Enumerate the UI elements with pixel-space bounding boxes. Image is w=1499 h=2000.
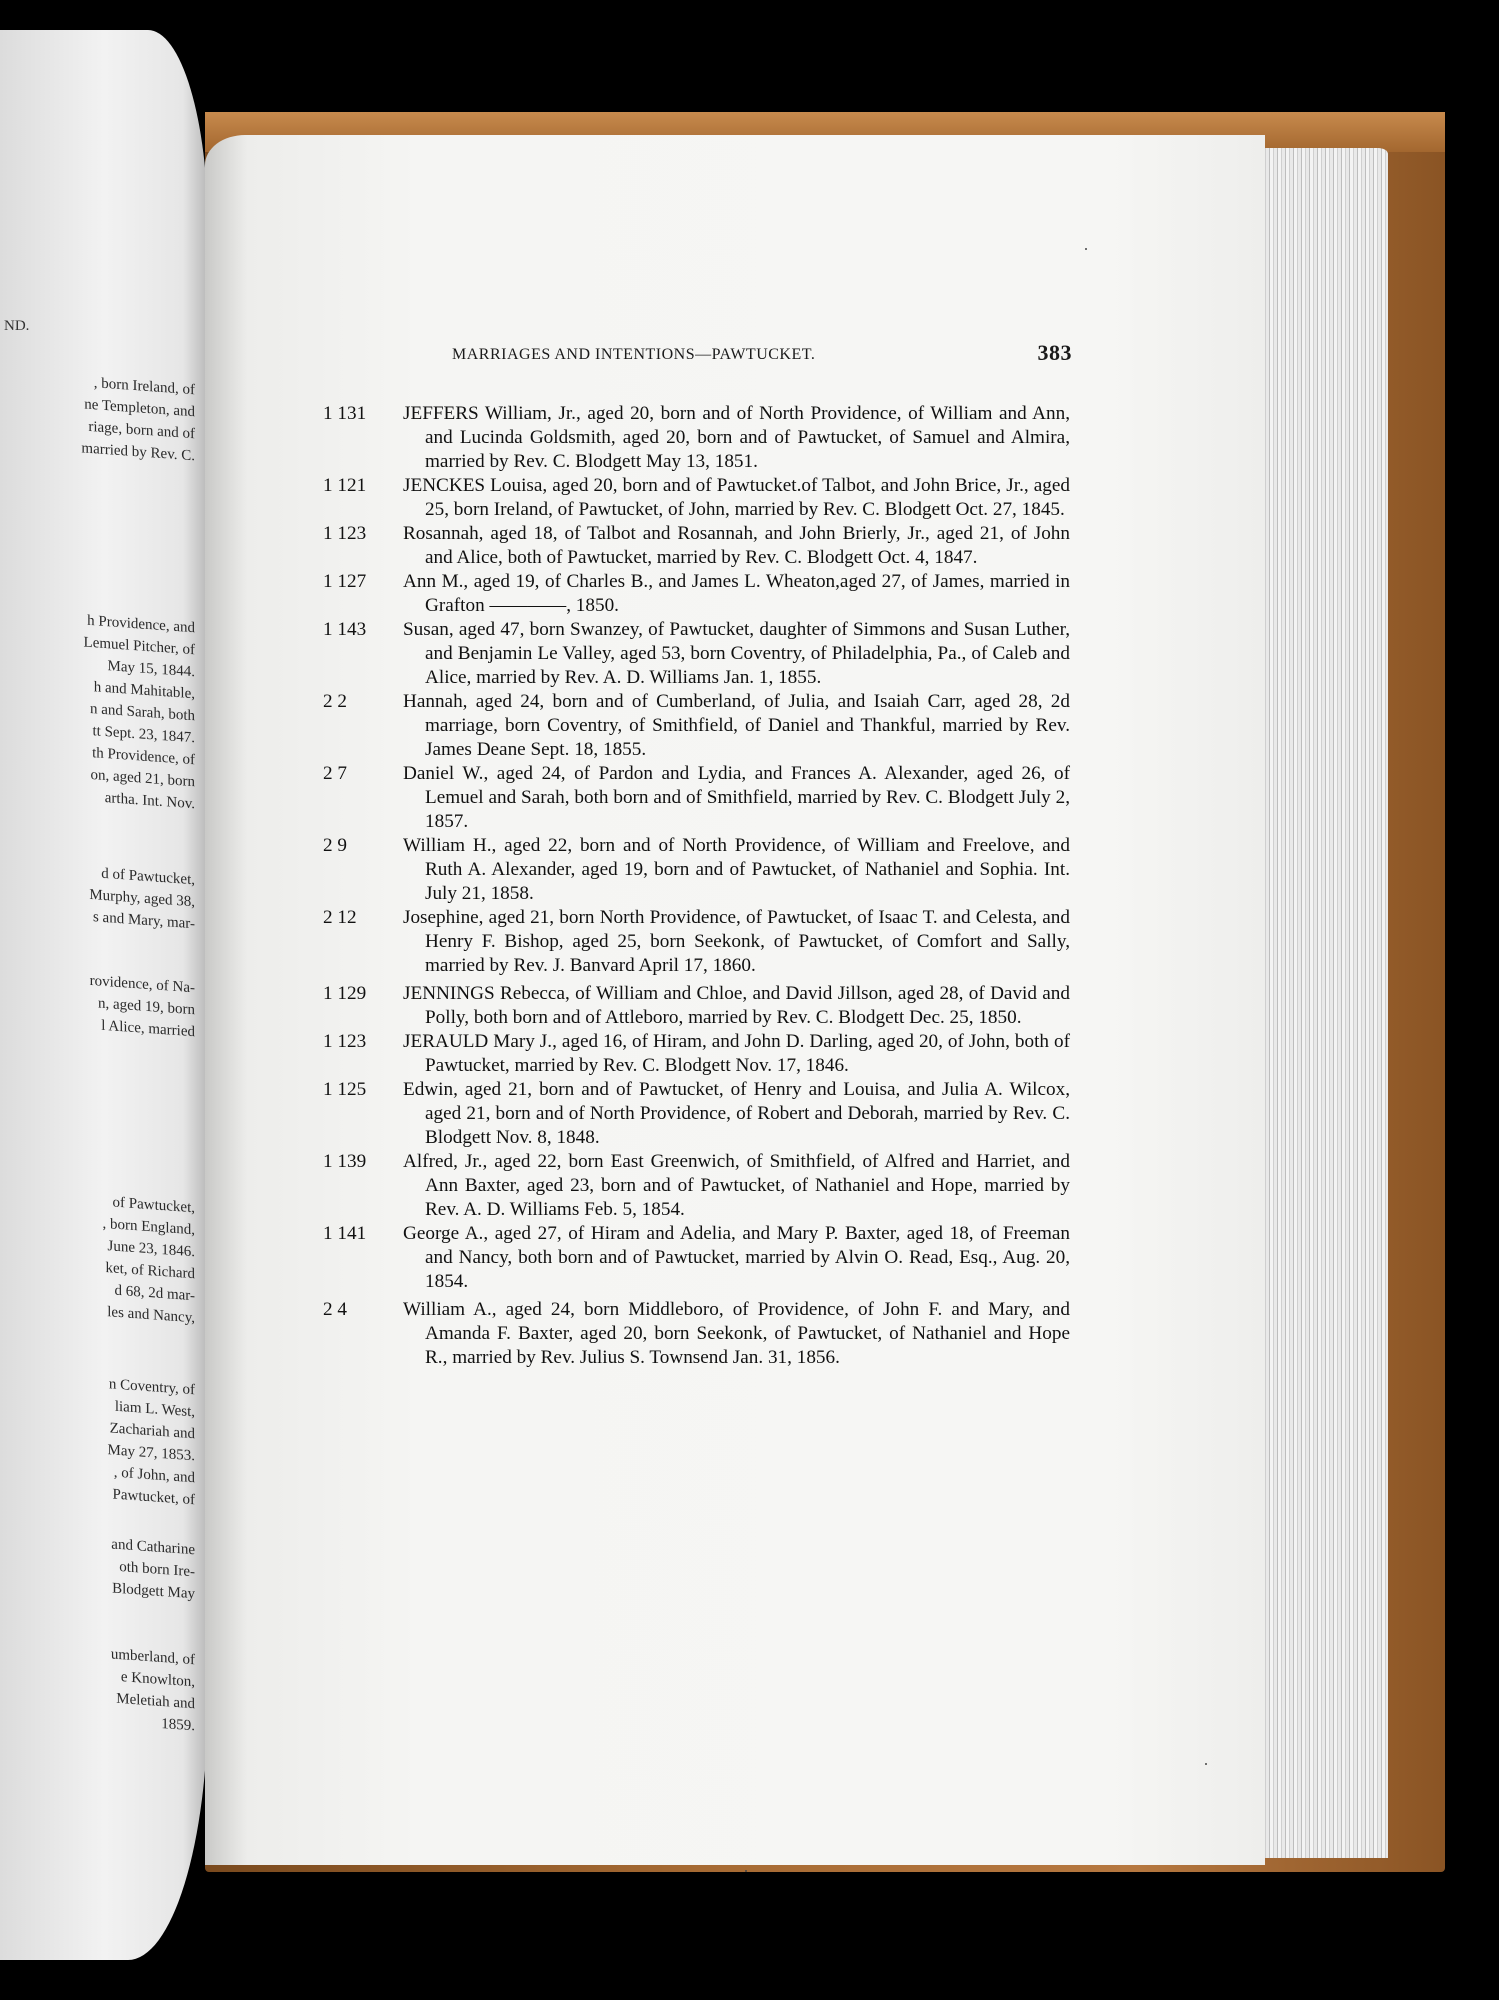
left-page-line: , of John, and <box>113 1464 195 1487</box>
left-page-text-block <box>0 604 205 816</box>
left-page-line: artha. Int. Nov. <box>104 789 195 813</box>
left-page-line: ket, of Richard <box>105 1260 195 1283</box>
entry-text: Alfred, Jr., aged 22, born East Greenwich, of Smithfield, of Alfred and Harriet, and Ann Baxter, aged 23, born and of Pawtucket, of Nathaniel and Hope, married by Rev. A. D. Williams Feb. 5, 1854. <box>403 1151 1070 1220</box>
left-page-line: oth born Ire- <box>119 1558 195 1581</box>
entry-reference: 2 4 <box>323 1299 347 1320</box>
page-edges <box>1262 148 1388 1858</box>
left-page-line: liam L. West, <box>114 1398 195 1421</box>
marriage-entry <box>323 1030 1070 1078</box>
left-page-line: tt Sept. 23, 1847. <box>92 723 195 747</box>
entry-reference: 2 12 <box>323 907 357 928</box>
left-page-text-block <box>0 1636 205 1738</box>
left-page-line: , born England, <box>102 1215 195 1239</box>
left-page-line: th Providence, of <box>92 745 195 769</box>
entry-text: William H., aged 22, born and of North Providence, of William and Freelove, and Ruth A. Alexander, aged 19, born and of Pawtucket, of Nathaniel and Sophia. Int. July 21, 1858. <box>403 835 1070 904</box>
marriage-entry <box>323 762 1070 834</box>
entry-text: JERAULD Mary J., aged 16, of Hiram, and John D. Darling, aged 20, of John, both of Pawtucket, married by Rev. C. Blodgett Nov. 17, 1846. <box>403 1031 1070 1076</box>
left-page-line: n Coventry, of <box>108 1376 195 1399</box>
entry-reference: 1 141 <box>323 1223 367 1244</box>
marriage-entry <box>323 522 1070 570</box>
left-page-line: d of Pawtucket, <box>101 865 195 889</box>
marriage-entry <box>323 834 1070 906</box>
left-page-line: l Alice, married <box>101 1017 195 1041</box>
marriage-entry <box>323 1222 1070 1294</box>
entry-text: JEFFERS William, Jr., aged 20, born and of North Providence, of William and Ann, and Lucinda Goldsmith, aged 20, born and of Pawtucket, of Samuel and Almira, married by Rev. C. Blodgett May 13, 1851. <box>403 403 1070 472</box>
page-number: 383 <box>1037 340 1072 365</box>
left-page-line: Meletiah and <box>116 1690 195 1713</box>
entry-text: Edwin, aged 21, born and of Pawtucket, of Henry and Louisa, and Julia A. Wilcox, aged 21, born and of North Providence, of Robert and Deborah, married by Rev. C. Blodgett Nov. 8, 1848. <box>403 1079 1070 1148</box>
entry-text: Daniel W., aged 24, of Pardon and Lydia, and Frances A. Alexander, aged 26, of Lemuel and Sarah, both born and of Smithfield, married by Rev. C. Blodgett July 2, 1857. <box>403 763 1070 832</box>
left-page-line: ne Templeton, and <box>84 396 195 421</box>
entry-reference: 2 2 <box>323 691 347 712</box>
entry-text: JENNINGS Rebecca, of William and Chloe, and David Jillson, aged 28, of David and Polly, both born and of Attleboro, married by Rev. C. Blodgett Dec. 25, 1850. <box>403 983 1070 1028</box>
left-page-line: married by Rev. C. <box>81 440 195 465</box>
left-page <box>0 30 208 1960</box>
left-page-line: rovidence, of Na- <box>89 972 195 997</box>
entry-text: William A., aged 24, born Middleboro, of Providence, of John F. and Mary, and Amanda F. Baxter, aged 20, born Seekonk, of Pawtucket, of Nathaniel and Hope R., married by Rev. Julius S. Townsend Jan. 31, 1856. <box>403 1299 1070 1368</box>
entry-text: Susan, aged 47, born Swanzey, of Pawtucket, daughter of Simmons and Susan Luther, and Benjamin Le Valley, aged 53, born Coventry, of Philadelphia, Pa., of Caleb and Alice, married by Rev. A. D. Williams Jan. 1, 1855. <box>403 619 1070 688</box>
entry-reference: 2 7 <box>323 763 347 784</box>
entry-text: Josephine, aged 21, born North Providence, of Pawtucket, of Isaac T. and Celesta, and Henry F. Bishop, aged 25, born Seekonk, of Pawtucket, of Comfort and Sally, married by Rev. J. Banvard April 17, 1860. <box>403 907 1070 976</box>
entry-reference: 1 143 <box>323 619 367 640</box>
left-page-text-block <box>0 1184 205 1330</box>
left-page-line: , born Ireland, of <box>93 375 195 399</box>
marriage-entry <box>323 1150 1070 1222</box>
entry-reference: 1 123 <box>323 1031 367 1052</box>
left-page-line: riage, born and of <box>88 418 195 443</box>
entry-reference: 1 131 <box>323 403 367 424</box>
left-page-line: n and Sarah, both <box>90 700 195 725</box>
left-page-line: May 27, 1853. <box>107 1442 195 1465</box>
marriage-entry <box>323 474 1070 522</box>
running-head: MARRIAGES AND INTENTIONS—PAWTUCKET. <box>452 346 816 363</box>
marriage-entries <box>323 402 1070 1370</box>
entry-reference: 1 123 <box>323 523 367 544</box>
page-header <box>452 340 1072 370</box>
left-page-line: umberland, of <box>110 1646 195 1669</box>
left-page-line: Murphy, aged 38, <box>89 886 195 911</box>
entry-reference: 1 139 <box>323 1151 367 1172</box>
left-page-line: May 15, 1844. <box>107 658 195 681</box>
marriage-entry <box>323 1298 1070 1370</box>
entry-reference: 1 129 <box>323 983 367 1004</box>
page-speck <box>1085 248 1087 250</box>
marriage-entry <box>323 402 1070 474</box>
entry-text: George A., aged 27, of Hiram and Adelia, and Mary P. Baxter, aged 18, of Freeman and Nancy, both born and of Pawtucket, married by Alvin O. Read, Esq., Aug. 20, 1854. <box>403 1223 1070 1292</box>
entry-reference: 2 9 <box>323 835 347 856</box>
left-page-line: Pawtucket, of <box>112 1486 195 1509</box>
left-page-line: h Providence, and <box>87 612 195 637</box>
left-page-line: Zachariah and <box>109 1420 195 1443</box>
page-speck <box>745 1870 747 1872</box>
left-page-line: on, aged 21, born <box>90 766 195 791</box>
marriage-entry <box>323 1078 1070 1150</box>
left-page-line: les and Nancy, <box>107 1304 195 1327</box>
entry-reference: 1 127 <box>323 571 367 592</box>
left-page-line: and Catharine <box>111 1536 195 1559</box>
page-speck <box>1205 1763 1207 1765</box>
marriage-entry <box>323 570 1070 618</box>
left-page-line: June 23, 1846. <box>107 1238 195 1261</box>
left-page-line: Blodgett May <box>112 1580 195 1603</box>
left-page-line: e Knowlton, <box>120 1669 195 1691</box>
entry-text: JENCKES Louisa, aged 20, born and of Pawtucket.of Talbot, and John Brice, Jr., aged 25, born Ireland, of Pawtucket, of John, married by Rev. C. Blodgett Oct. 27, 1845. <box>403 475 1070 520</box>
left-page-line: Lemuel Pitcher, of <box>83 634 195 659</box>
left-page-heading: ND. <box>4 318 30 334</box>
marriage-entry <box>323 618 1070 690</box>
entry-reference: 1 125 <box>323 1079 367 1100</box>
entry-reference: 1 121 <box>323 475 367 496</box>
left-page-text-block <box>0 1366 205 1512</box>
left-page-text-block <box>0 856 205 936</box>
entry-text: Hannah, aged 24, born and of Cumberland, of Julia, and Isaiah Carr, aged 28, 2d marriage, born Coventry, of Smithfield, of Daniel and Thankful, married by Rev. James Deane Sept. 18, 1855. <box>403 691 1070 760</box>
marriage-entry <box>323 982 1070 1030</box>
entry-text: Ann M., aged 19, of Charles B., and James L. Wheaton,aged 27, of James, married in Grafton ————, 1850. <box>403 571 1070 616</box>
left-page-line: of Pawtucket, <box>112 1194 195 1217</box>
left-page-line: s and Mary, mar- <box>92 909 195 933</box>
marriage-entry <box>323 906 1070 978</box>
marriage-entry <box>323 690 1070 762</box>
left-page-text-block <box>0 366 205 468</box>
left-page-line: 1859. <box>161 1715 195 1735</box>
left-page-text-block <box>0 1526 205 1606</box>
left-page-text-block <box>0 964 205 1044</box>
left-page-line: n, aged 19, born <box>97 995 195 1019</box>
left-page-line: d 68, 2d mar- <box>114 1282 195 1305</box>
entry-text: Rosannah, aged 18, of Talbot and Rosannah, and John Brierly, Jr., aged 21, of John and Alice, both of Pawtucket, married by Rev. C. Blodgett Oct. 4, 1847. <box>403 523 1070 568</box>
left-page-line: h and Mahitable, <box>93 679 195 703</box>
